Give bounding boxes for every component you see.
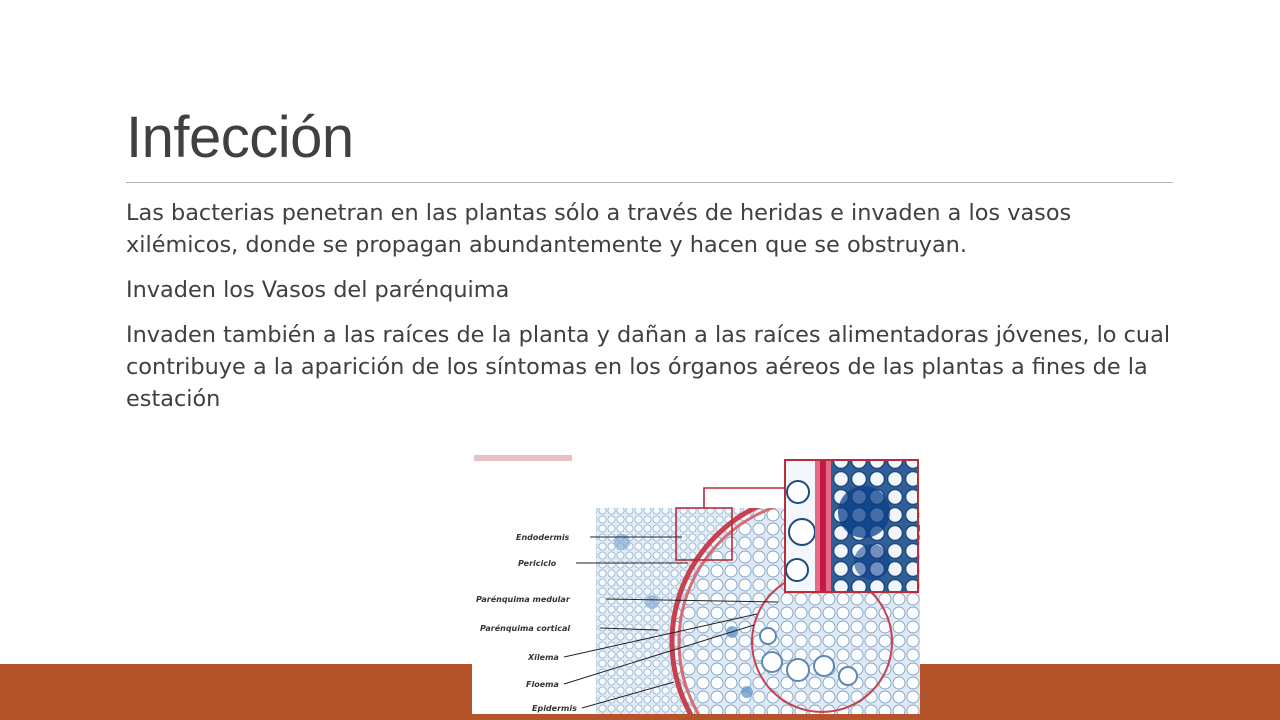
root-cross-section-figure	[472, 452, 920, 714]
label-epidermis: Epidermis	[532, 704, 577, 713]
title-divider	[126, 182, 1173, 183]
label-parenquima-medular: Parénquima medular	[476, 595, 570, 604]
figure-heading-mark	[474, 455, 572, 461]
paragraph-3: Invaden también a las raíces de la planta y dañan a las raíces alimentadoras jóvenes, lo cual contribuye a la aparición de los síntomas en los órganos aéreos de las plantas a fines de la estación	[126, 322, 1171, 412]
label-floema: Floema	[526, 680, 559, 689]
zoom-connector	[704, 488, 785, 508]
slide-body	[126, 197, 1186, 428]
root-cross-section-diagram	[472, 452, 920, 714]
zoom-inset	[785, 460, 918, 592]
paragraph-2: Invaden los Vasos del parénquima	[126, 277, 510, 303]
label-parenquima-cortical: Parénquima cortical	[480, 624, 571, 633]
slide-title: Infección	[126, 105, 354, 170]
paragraph-1: Las bacterias penetran en las plantas sólo a través de heridas e invaden a los vasos xilémicos, donde se propagan abundantemente y hacen que se obstruyan.	[126, 200, 1072, 258]
label-xilema: Xilema	[528, 653, 559, 662]
label-periciclo: Periciclo	[518, 559, 557, 568]
label-endodermis: Endodermis	[516, 533, 570, 542]
